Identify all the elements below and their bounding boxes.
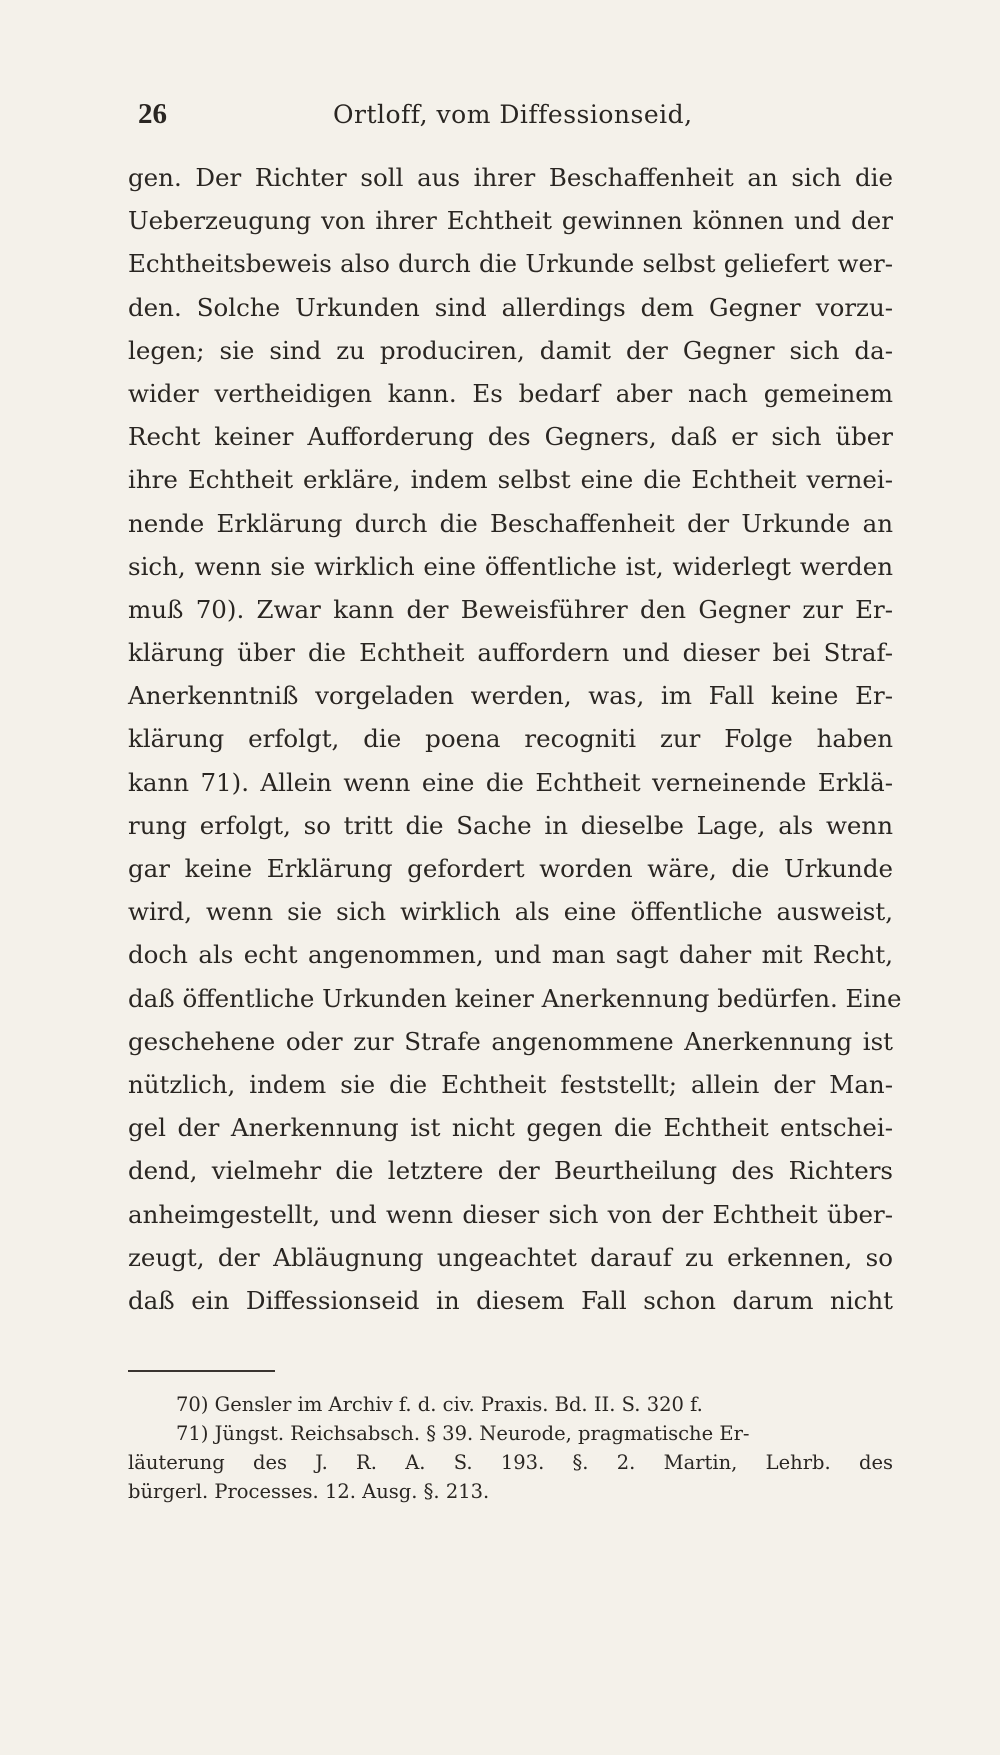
text-line: zeugt, der Abläugnung ungeachtet darauf zu erkennen, so — [128, 1242, 893, 1272]
text-line: sich, wenn sie wirklich eine öffentliche ist, widerlegt werden — [128, 551, 893, 581]
page-header — [138, 98, 898, 138]
text-line: nützlich, indem sie die Echtheit feststellt; allein der Man- — [128, 1069, 893, 1099]
text-line: rung erfolgt, so tritt die Sache in dieselbe Lage, als wenn — [128, 810, 893, 840]
text-line: wird, wenn sie sich wirklich als eine öffentliche ausweist, — [128, 897, 893, 927]
text-line: daß ein Diffessionseid in diesem Fall schon darum nicht — [128, 1285, 893, 1315]
text-line: nende Erklärung durch die Beschaffenheit der Urkunde an — [128, 508, 893, 538]
footnote-71-continued: läuterung des J. R. A. S. 193. §. 2. Martin, Lehrb. des — [128, 1451, 893, 1474]
footnote-71-continued: bürgerl. Processes. 12. Ausg. §. 213. — [128, 1480, 490, 1503]
body-text — [128, 156, 902, 1322]
text-line: klärung erfolgt, die poena recogniti zur Folge haben — [128, 724, 893, 754]
text-line: legen; sie sind zu produciren, damit der Gegner sich da- — [128, 335, 893, 365]
text-line: klärung über die Echtheit auffordern und dieser bei Straf- — [128, 638, 893, 668]
footnote-70: 70) Gensler im Archiv f. d. civ. Praxis. Bd. II. S. 320 f. — [176, 1393, 703, 1416]
text-line: Ueberzeugung von ihrer Echtheit gewinnen können und der — [128, 206, 893, 236]
text-line: gen. Der Richter soll aus ihrer Beschaffenheit an sich die — [128, 163, 893, 192]
footnotes — [128, 1390, 893, 1506]
text-line: anheimgestellt, und wenn dieser sich von der Echtheit über- — [128, 1199, 893, 1229]
text-line: kann 71). Allein wenn eine die Echtheit verneinende Erklä- — [128, 767, 893, 797]
footnote-71: 71) Jüngst. Reichsabsch. § 39. Neurode, pragmatische Er- — [176, 1422, 750, 1445]
text-line: wider vertheidigen kann. Es bedarf aber nach gemeinem — [128, 378, 893, 408]
text-line: Recht keiner Aufforderung des Gegners, daß er sich über — [128, 422, 893, 452]
text-line: gel der Anerkennung ist nicht gegen die Echtheit entschei- — [128, 1113, 893, 1143]
page-number: 26 — [138, 98, 167, 130]
text-line: Anerkenntniß vorgeladen werden, was, im Fall keine Er- — [128, 681, 893, 711]
text-line: gar keine Erklärung gefordert worden wäre, die Urkunde — [128, 854, 893, 883]
text-line: geschehene oder zur Strafe angenommene Anerkennung ist — [128, 1026, 893, 1056]
text-line: dend, vielmehr die letztere der Beurtheilung des Richters — [128, 1156, 893, 1186]
text-line: den. Solche Urkunden sind allerdings dem Gegner vorzu- — [128, 292, 893, 322]
text-line: Echtheitsbeweis also durch die Urkunde selbst geliefert wer- — [128, 249, 893, 279]
text-line: doch als echt angenommen, und man sagt daher mit Recht, — [128, 940, 893, 970]
text-line: daß öffentliche Urkunden keiner Anerkennung bedürfen. Eine — [128, 983, 902, 1013]
running-head: Ortloff, vom Diffessionseid, — [333, 100, 693, 129]
text-line: ihre Echtheit erkläre, indem selbst eine die Echtheit vernei- — [128, 465, 893, 495]
footnote-rule — [128, 1370, 275, 1372]
text-line: muß 70). Zwar kann der Beweisführer den Gegner zur Er- — [128, 594, 893, 624]
